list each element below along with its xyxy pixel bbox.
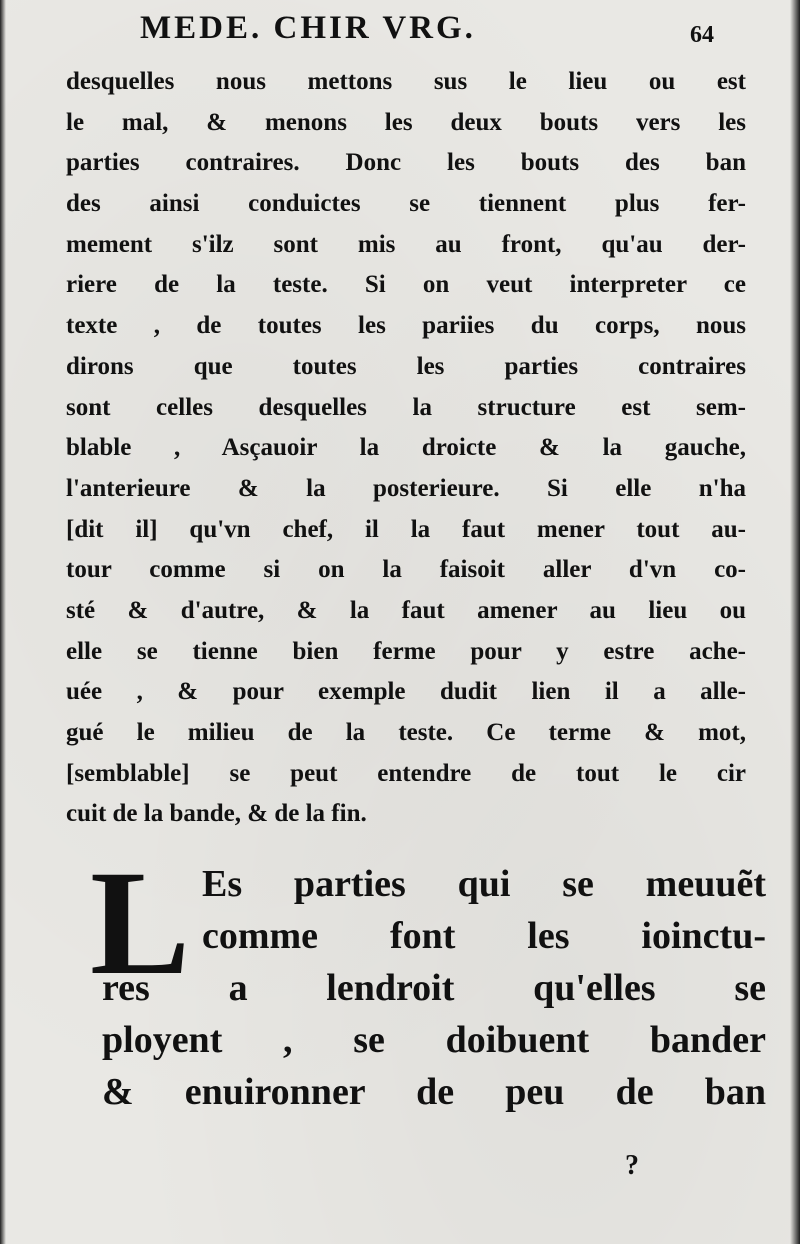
body-paragraph xyxy=(66,62,746,835)
text-line: [semblable] se peut entendre de tout le cir xyxy=(66,759,746,787)
text-line: blable , Asçauoir la droicte & la gauche, xyxy=(66,434,746,462)
new-paragraph xyxy=(102,858,766,1118)
page-right-edge-shadow xyxy=(790,0,800,1244)
paragraph-line: comme font les ioinctu- xyxy=(202,915,766,957)
text-line: parties contraires. Donc les bouts des ban xyxy=(66,149,746,177)
text-line: desquelles nous mettons sus le lieu ou est xyxy=(66,68,746,95)
paragraph-line: & enuironner de peu de ban xyxy=(102,1071,766,1113)
paragraph-line: res a lendroit qu'elles se xyxy=(102,967,766,1009)
text-line: sont celles desquelles la structure est sem- xyxy=(66,393,746,421)
paragraph-line: ployent , se doibuent bander xyxy=(102,1019,766,1061)
text-line: cuit de la bande, & de la fin. xyxy=(66,800,367,828)
page-number: 64 xyxy=(690,22,714,48)
text-line: le mal, & menons les deux bouts vers les xyxy=(66,108,746,136)
text-line: texte , de toutes les pariies du corps, nous xyxy=(66,312,746,340)
text-line: riere de la teste. Si on veut interpreter ce xyxy=(66,271,746,299)
text-line: sté & d'autre, & la faut amener au lieu ou xyxy=(66,596,746,624)
text-line: des ainsi conduictes se tiennent plus fer- xyxy=(66,190,746,218)
text-line: uée , & pour exemple dudit lien il a alle- xyxy=(66,678,746,706)
text-line: [dit il] qu'vn chef, il la faut mener tout au- xyxy=(66,515,746,543)
text-line: mement s'ilz sont mis au front, qu'au der- xyxy=(66,230,746,258)
page-left-edge-shadow xyxy=(0,0,6,1244)
text-line: elle se tienne bien ferme pour y estre ache- xyxy=(66,637,746,665)
running-head: MEDE. CHIR VRG. xyxy=(140,10,476,46)
text-line: tour comme si on la faisoit aller d'vn co- xyxy=(66,556,746,584)
text-line: dirons que toutes les parties contraires xyxy=(66,352,746,380)
drop-cap: L xyxy=(90,840,191,1006)
text-line: l'anterieure & la posterieure. Si elle n'ha xyxy=(66,474,746,502)
text-line: gué le milieu de la teste. Ce terme & mot, xyxy=(66,719,746,746)
catchword-mark: ? xyxy=(625,1150,639,1181)
paragraph-line: Es parties qui se meuuẽt xyxy=(202,863,766,905)
